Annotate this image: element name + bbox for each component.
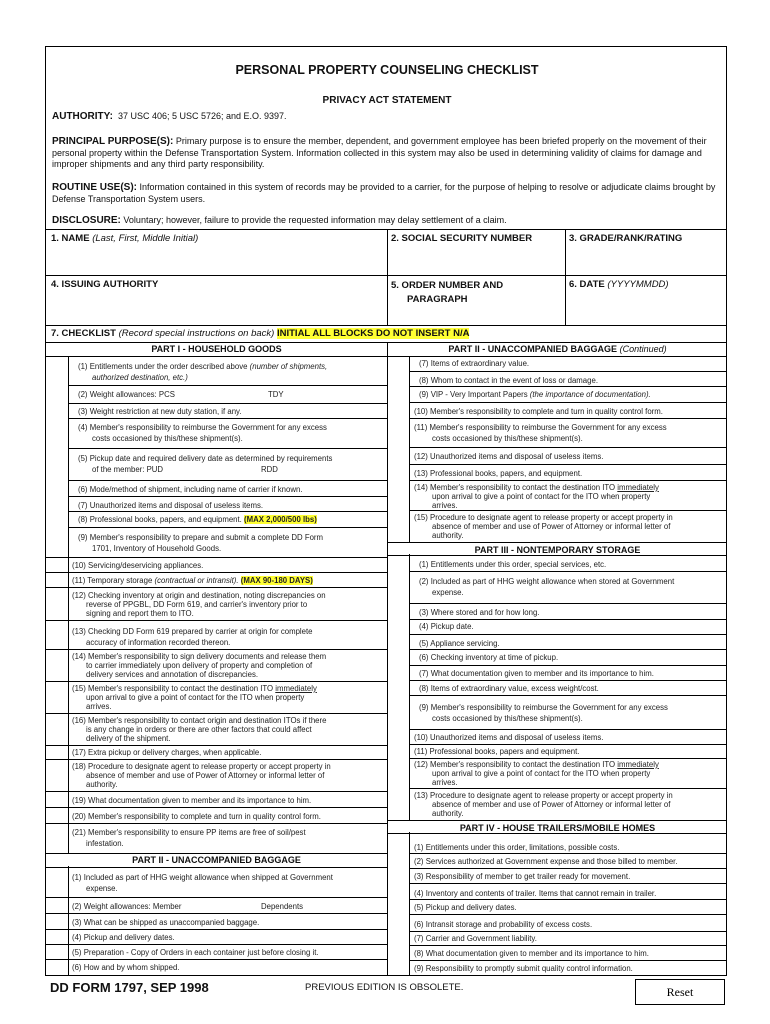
- p1-item-5-rdd: RDD: [261, 465, 278, 474]
- p1-item-10: (10) Servicing/deservicing appliances.: [72, 561, 204, 570]
- p1-item-2: (2) Weight allowances: PCS: [78, 390, 175, 399]
- p2c-item-14c: arrives.: [432, 501, 458, 510]
- p1-item-14: (14) Member's responsibility to sign delivery documents and release them: [72, 652, 327, 661]
- p1-item-16c: delivery of the shipment.: [86, 734, 171, 743]
- p1-item-1b: authorized destination, etc.): [92, 373, 188, 382]
- p2-item-1: (1) Included as part of HHG weight allowance when shipped at Government: [72, 873, 333, 882]
- p1-item-14b: to carrier immediately upon delivery of property and completion of: [86, 661, 313, 670]
- p2c-item-15b: absence of member and use of Power of Attorney or informal letter of: [432, 522, 671, 531]
- p1-item-20: (20) Member's responsibility to complete and turn in quality control form.: [72, 812, 321, 821]
- p2c-item-15c: authority.: [432, 531, 464, 540]
- p3-item-8: (8) Items of extraordinary value, excess weight/cost.: [419, 684, 599, 693]
- p1-item-5b: of the member: PUD: [92, 465, 164, 474]
- form-id: DD FORM 1797, SEP 1998: [50, 980, 209, 995]
- issuing-authority-field[interactable]: [51, 279, 158, 290]
- ssn-field[interactable]: [391, 233, 532, 244]
- p2c-item-11b: costs occasioned by this/these shipment(s).: [432, 434, 583, 443]
- p2-item-3: (3) What can be shipped as unaccompanied baggage.: [72, 918, 260, 927]
- date-label: 6. DATE: [569, 279, 605, 290]
- name-field[interactable]: [51, 233, 198, 244]
- order-label-1: 5. ORDER NUMBER AND: [391, 280, 504, 291]
- p4-item-3: (3) Responsibility of member to get trailer ready for movement.: [414, 872, 631, 881]
- part2c-title: PART II - UNACCOMPANIED BAGGAGE (Continued): [448, 344, 667, 354]
- p1-item-3: (3) Weight restriction at new duty station, if any.: [78, 407, 242, 416]
- p3-item-7: (7) What documentation given to member and its importance to him.: [419, 669, 654, 678]
- p1-item-1: (1) Entitlements under the order described above (number of shipments,: [78, 362, 328, 371]
- p3-item-12: (12) Member's responsibility to contact the destination ITO immediately: [414, 760, 659, 769]
- p1-item-9b: 1701, Inventory of Household Goods.: [92, 544, 222, 553]
- p1-item-13: (13) Checking DD Form 619 prepared by carrier at origin for complete: [72, 627, 313, 636]
- p2c-item-14b: upon arrival to give a point of contact for the ITO when property: [432, 492, 651, 501]
- p1-item-16b: is any change in orders or there are other factors that could affect: [86, 725, 312, 734]
- p2-item-4: (4) Pickup and delivery dates.: [72, 933, 175, 942]
- p1-item-2-tdy: TDY: [268, 390, 284, 399]
- p3-item-10: (10) Unauthorized items and disposal of useless items.: [414, 733, 604, 742]
- p3-item-12c: arrives.: [432, 778, 458, 787]
- p2-item-5: (5) Preparation - Copy of Orders in each container just before closing it.: [72, 948, 319, 957]
- p1-item-21b: infestation.: [86, 839, 124, 848]
- p3-item-3: (3) Where stored and for how long.: [419, 608, 540, 617]
- p4-item-5: (5) Pickup and delivery dates.: [414, 903, 517, 912]
- p1-item-4b: costs occasioned by this/these shipment(s).: [92, 434, 243, 443]
- authority-text: 37 USC 406; 5 USC 5726; and E.O. 9397.: [117, 111, 287, 121]
- p1-item-4: (4) Member's responsibility to reimburse the Government for any excess: [78, 423, 327, 432]
- p4-item-8: (8) What documentation given to member and its importance to him.: [414, 949, 649, 958]
- grade-label: 3. GRADE/RANK/RATING: [569, 233, 683, 244]
- grade-field[interactable]: [569, 233, 682, 244]
- p1-item-15c: arrives.: [86, 702, 112, 711]
- p2c-item-14: (14) Member's responsibility to contact the destination ITO immediately: [414, 483, 659, 492]
- p3-item-5: (5) Appliance servicing.: [419, 639, 500, 648]
- p1-item-8: (8) Professional books, papers, and equipment. (MAX 2,000/500 lbs): [78, 515, 317, 524]
- purpose-paragraph: [52, 136, 722, 171]
- authority-paragraph: [52, 111, 722, 123]
- p3-item-13b: absence of member and use of Power of Attorney or informal letter of: [432, 800, 671, 809]
- p2c-item-8: (8) Whom to contact in the event of loss or damage.: [419, 376, 598, 385]
- p2-item-1b: expense.: [86, 884, 118, 893]
- p2-item-2: (2) Weight allowances: Member: [72, 902, 182, 911]
- p3-item-2b: expense.: [432, 588, 464, 597]
- p4-item-4: (4) Inventory and contents of trailer. Items that cannot remain in trailer.: [414, 889, 657, 898]
- p1-item-18: (18) Procedure to designate agent to release property or accept property in: [72, 762, 331, 771]
- p1-item-7: (7) Unauthorized items and disposal of useless items.: [78, 501, 264, 510]
- p2c-item-9: (9) VIP - Very Important Papers (the importance of documentation).: [419, 390, 651, 399]
- p2c-item-15: (15) Procedure to designate agent to release property or accept property in: [414, 513, 673, 522]
- checklist-highlight: INITIAL ALL BLOCKS DO NOT INSERT N/A: [276, 328, 470, 339]
- ssn-label: 2. SOCIAL SECURITY NUMBER: [391, 233, 533, 244]
- p2c-item-10: (10) Member's responsibility to complete and turn in quality control form.: [414, 407, 663, 416]
- p2c-item-13: (13) Professional books, papers, and equipment.: [414, 469, 583, 478]
- p1-item-12b: reverse of PPGBL, DD Form 619, and carrier's inventory prior to: [86, 600, 308, 609]
- name-hint: (Last, First, Middle Initial): [92, 233, 199, 244]
- p2c-item-7: (7) Items of extraordinary value.: [419, 359, 530, 368]
- checklist-hint: (Record special instructions on back): [118, 328, 275, 339]
- form-title: PERSONAL PROPERTY COUNSELING CHECKLIST: [235, 63, 539, 77]
- part2-title: PART II - UNACCOMPANIED BAGGAGE: [132, 855, 301, 865]
- form-frame: [45, 46, 727, 976]
- p1-item-15: (15) Member's responsibility to contact the destination ITO immediately: [72, 684, 317, 693]
- p3-item-13: (13) Procedure to designate agent to release property or accept property in: [414, 791, 673, 800]
- reset-button[interactable]: Reset: [635, 979, 725, 1005]
- p1-item-9: (9) Member's responsibility to prepare and submit a complete DD Form: [78, 533, 324, 542]
- routine-paragraph: [52, 182, 722, 205]
- disclosure-paragraph: [52, 215, 722, 227]
- p2-item-2-dep: Dependents: [261, 902, 304, 911]
- p2-item-6: (6) How and by whom shipped.: [72, 963, 180, 972]
- p3-item-6: (6) Checking inventory at time of pickup.: [419, 653, 559, 662]
- disclosure-label: DISCLOSURE:: [52, 215, 121, 226]
- p3-item-1: (1) Entitlements under this order, special services, etc.: [419, 560, 607, 569]
- p1-item-16: (16) Member's responsibility to contact origin and destination ITOs if there: [72, 716, 327, 725]
- purpose-label: PRINCIPAL PURPOSE(S):: [52, 136, 174, 147]
- name-label: 1. NAME: [51, 233, 90, 244]
- issuing-label: 4. ISSUING AUTHORITY: [51, 279, 159, 290]
- p1-item-13b: accuracy of information recorded thereon.: [86, 638, 231, 647]
- checklist-label: 7. CHECKLIST: [51, 328, 116, 339]
- p3-item-9: (9) Member's responsibility to reimburse the Government for any excess: [419, 703, 668, 712]
- order-label-2: PARAGRAPH: [407, 294, 468, 305]
- order-number-field[interactable]: [391, 279, 503, 307]
- part3-title: PART III - NONTEMPORARY STORAGE: [474, 545, 641, 555]
- p1-item-12: (12) Checking inventory at origin and destination, noting discrepancies on: [72, 591, 326, 600]
- p1-item-18b: absence of member and use of Power of Attorney or informal letter of: [86, 771, 325, 780]
- p1-item-21: (21) Member's responsibility to ensure PP items are free of soil/pest: [72, 828, 306, 837]
- p3-item-12b: upon arrival to give a point of contact for the ITO when property: [432, 769, 651, 778]
- p3-item-11: (11) Professional books, papers and equipment.: [414, 747, 580, 756]
- purpose-text: Primary purpose is to ensure the member, dependent, and government employee has been briefed properly on the movement of their personal property within the Defense Transportation System. Information collected in this system may also be used in determining validity of claims for damage and improper shipments and any third party responsibility.: [52, 136, 707, 169]
- p4-item-6: (6) Intransit storage and probability of excess costs.: [414, 920, 593, 929]
- part1-title: PART I - HOUSEHOLD GOODS: [151, 344, 282, 354]
- date-hint: (YYYYMMDD): [607, 279, 669, 290]
- p4-item-1: (1) Entitlements under this order, limitations, possible costs.: [414, 843, 620, 852]
- p3-item-9b: costs occasioned by this/these shipment(s).: [432, 714, 583, 723]
- authority-label: AUTHORITY:: [52, 111, 113, 122]
- p1-item-18c: authority.: [86, 780, 118, 789]
- p4-item-9: (9) Responsibility to promptly submit quality control information.: [414, 964, 633, 973]
- routine-text: Information contained in this system of records may be provided to a carrier, for the purpose of helping to resolve or adjudicate claims brought by Defense Transportation System users.: [52, 182, 716, 204]
- previous-edition-note: PREVIOUS EDITION IS OBSOLETE.: [305, 982, 464, 993]
- part4-title: PART IV - HOUSE TRAILERS/MOBILE HOMES: [459, 823, 656, 833]
- checklist-heading: [51, 328, 469, 339]
- p2c-item-11: (11) Member's responsibility to reimburse the Government for any excess: [414, 423, 667, 432]
- privacy-heading: PRIVACY ACT STATEMENT: [322, 95, 452, 106]
- p1-item-11: (11) Temporary storage (contractual or intransit). (MAX 90-180 DAYS): [72, 576, 313, 585]
- p1-item-12c: signing and report them to ITO.: [86, 609, 194, 618]
- p2c-item-12: (12) Unauthorized items and disposal of useless items.: [414, 452, 604, 461]
- p1-item-5: (5) Pickup date and required delivery date as determined by requirements: [78, 454, 333, 463]
- routine-label: ROUTINE USE(S):: [52, 182, 137, 193]
- date-field[interactable]: [569, 279, 669, 290]
- p4-item-2: (2) Services authorized at Government expense and those billed to member.: [414, 857, 678, 866]
- p3-item-2: (2) Included as part of HHG weight allowance when stored at Government: [419, 577, 675, 586]
- p1-item-6: (6) Mode/method of shipment, including name of carrier if known.: [78, 485, 303, 494]
- p1-item-17: (17) Extra pickup or delivery charges, when applicable.: [72, 748, 262, 757]
- p3-item-13c: authority.: [432, 809, 464, 818]
- p1-item-14c: delivery services and annotation of discrepancies.: [86, 670, 259, 679]
- p3-item-4: (4) Pickup date.: [419, 622, 474, 631]
- disclosure-text: Voluntary; however, failure to provide the requested information may delay settlement of a claim.: [123, 215, 507, 225]
- p1-item-15b: upon arrival to give a point of contact for the ITO when property: [86, 693, 305, 702]
- p1-item-19: (19) What documentation given to member and its importance to him.: [72, 796, 312, 805]
- p4-item-7: (7) Carrier and Government liability.: [414, 934, 537, 943]
